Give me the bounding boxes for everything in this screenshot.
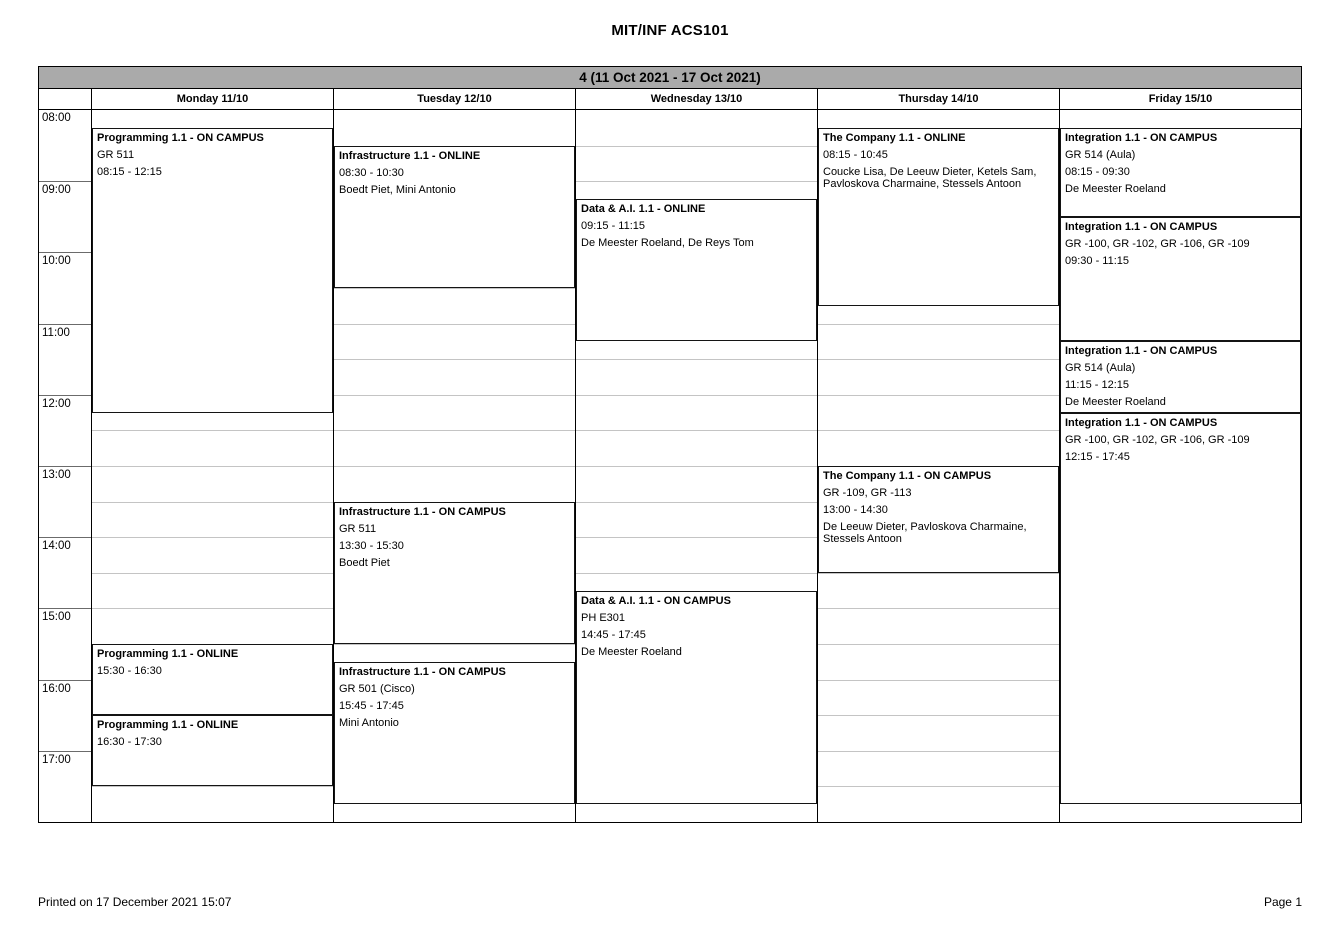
day-column-4 [818, 110, 1060, 822]
week-header: 4 (11 Oct 2021 - 17 Oct 2021) [38, 66, 1302, 89]
gridline [92, 608, 333, 609]
gridline [818, 680, 1059, 681]
event-title: Integration 1.1 - ON CAMPUS [1065, 220, 1218, 233]
time-label: 13:00 [42, 469, 71, 481]
event-time: 08:30 - 10:30 [339, 166, 404, 179]
event-staff: Boedt Piet [339, 556, 390, 569]
gridline [818, 359, 1059, 360]
event-box [818, 466, 1059, 573]
time-label: 09:00 [42, 184, 71, 197]
printed-on-text: Printed on 17 December 2021 15:07 [38, 895, 232, 909]
event-title: Data & A.I. 1.1 - ON CAMPUS [581, 594, 731, 607]
event-staff: Mini Antonio [339, 716, 399, 729]
time-column-header [39, 89, 92, 109]
event-title: Data & A.I. 1.1 - ONLINE [581, 203, 706, 215]
event-title: Integration 1.1 - ON CAMPUS [1065, 416, 1218, 429]
timetable [38, 66, 1302, 823]
event-box [334, 662, 575, 804]
gridline [576, 573, 817, 574]
event-box [92, 128, 333, 413]
event-time: 08:15 - 09:30 [1065, 165, 1130, 178]
gridline [576, 502, 817, 503]
calendar-grid [38, 110, 1302, 823]
event-time: 09:30 - 11:15 [1065, 254, 1130, 267]
time-label: 12:00 [42, 397, 71, 410]
event-title: Programming 1.1 - ONLINE [97, 719, 239, 732]
day-column-5 [1060, 110, 1301, 822]
event-title: Integration 1.1 - ON CAMPUS [1065, 131, 1218, 144]
gridline [92, 430, 333, 431]
time-row-1200 [39, 395, 91, 466]
gridline [92, 502, 333, 503]
event-time: 12:15 - 17:45 [1065, 450, 1130, 463]
day-column-2 [334, 110, 576, 822]
event-title: Infrastructure 1.1 - ON CAMPUS [339, 505, 506, 518]
event-time: 13:30 - 15:30 [339, 539, 404, 552]
gridline [818, 430, 1059, 431]
day-column-3 [576, 110, 818, 822]
time-column [39, 110, 92, 822]
event-title: Programming 1.1 - ONLINE [97, 648, 239, 660]
page-title: MIT/INF ACS101 [611, 22, 729, 39]
day-header-4: Thursday 14/10 [818, 89, 1060, 109]
gridline [334, 644, 575, 645]
day-header-3: Wednesday 13/10 [576, 89, 818, 109]
event-box [1060, 341, 1301, 412]
gridline [334, 466, 575, 467]
day-column-1 [92, 110, 334, 822]
event-box [1060, 128, 1301, 217]
event-title: The Company 1.1 - ON CAMPUS [823, 470, 992, 482]
day-header-1: Monday 11/10 [92, 89, 334, 109]
event-time: 11:15 - 12:15 [1065, 379, 1130, 392]
gridline [818, 751, 1059, 752]
time-row-1400 [39, 537, 91, 608]
time-row-1100 [39, 324, 91, 395]
event-box [818, 128, 1059, 306]
event-staff: De Meester Roeland [1065, 396, 1166, 409]
event-title: Infrastructure 1.1 - ON CAMPUS [339, 665, 506, 678]
event-box [1060, 413, 1301, 805]
event-box [576, 199, 817, 341]
event-location: GR -100, GR -102, GR -106, GR -109 [1065, 237, 1250, 250]
event-time: 16:30 - 17:30 [97, 736, 162, 749]
event-time: 08:15 - 10:45 [823, 148, 888, 161]
time-label: 16:00 [42, 682, 71, 695]
page-footer [38, 895, 1302, 909]
event-staff: Coucke Lisa, De Leeuw Dieter, Ketels Sam, Pavloskova Charmaine, Stessels Antoon [823, 165, 1037, 190]
gridline [818, 324, 1059, 325]
event-location: PH E301 [581, 611, 626, 624]
event-box [576, 591, 817, 805]
gridline [818, 786, 1059, 787]
event-time: 13:00 - 14:30 [823, 504, 888, 516]
time-label: 15:00 [42, 611, 71, 624]
event-staff: De Meester Roeland [1065, 182, 1166, 195]
time-label: 11:00 [42, 326, 70, 339]
event-title: The Company 1.1 - ONLINE [823, 131, 966, 144]
event-staff: De Meester Roeland [581, 645, 682, 658]
gridline [818, 608, 1059, 609]
time-row-1600 [39, 680, 91, 751]
gridline [576, 537, 817, 538]
event-box [334, 502, 575, 644]
event-box [92, 715, 333, 786]
event-time: 15:45 - 17:45 [339, 699, 404, 712]
event-title: Integration 1.1 - ON CAMPUS [1065, 345, 1218, 358]
event-location: GR 511 [339, 522, 377, 535]
gridline [818, 715, 1059, 716]
event-box [92, 644, 333, 715]
time-label: 10:00 [42, 255, 71, 268]
event-location: GR -109, GR -113 [823, 487, 912, 499]
time-label: 08:00 [42, 112, 71, 124]
event-time: 14:45 - 17:45 [581, 628, 646, 641]
time-row-0800 [39, 110, 91, 181]
gridline [576, 430, 817, 431]
gridline [576, 395, 817, 396]
event-time: 09:15 - 11:15 [581, 220, 646, 232]
event-location: GR 511 [97, 148, 135, 161]
gridline [92, 466, 333, 467]
time-row-1700 [39, 751, 91, 822]
gridline [92, 573, 333, 574]
day-header-5: Friday 15/10 [1148, 93, 1213, 105]
gridline [334, 395, 575, 396]
event-location: GR 514 (Aula) [1065, 362, 1136, 375]
time-row-0900 [39, 181, 91, 252]
event-staff: Boedt Piet, Mini Antonio [339, 183, 456, 196]
gridline [576, 146, 817, 147]
time-row-1000 [39, 252, 91, 323]
event-time: 15:30 - 16:30 [97, 665, 162, 677]
gridline [334, 324, 575, 325]
gridline [92, 786, 333, 787]
event-staff: De Leeuw Dieter, Pavloskova Charmaine, Stessels Antoon [823, 521, 1027, 545]
gridline [92, 537, 333, 538]
day-header-row [38, 89, 1302, 110]
page-number: Page 1 [1263, 895, 1302, 909]
event-box [334, 146, 575, 288]
event-location: GR 514 (Aula) [1065, 148, 1136, 161]
event-title: Programming 1.1 - ON CAMPUS [97, 131, 264, 144]
event-location: GR -100, GR -102, GR -106, GR -109 [1065, 433, 1250, 446]
gridline [334, 359, 575, 360]
gridline [334, 430, 575, 431]
event-location: GR 501 (Cisco) [339, 682, 415, 695]
gridline [576, 359, 817, 360]
time-row-1300 [39, 466, 91, 537]
event-staff: De Meester Roeland, De Reys Tom [581, 237, 754, 249]
time-label: 17:00 [42, 753, 71, 766]
event-box [1060, 217, 1301, 342]
time-label: 14:00 [42, 540, 71, 553]
gridline [576, 466, 817, 467]
event-title: Infrastructure 1.1 - ONLINE [339, 149, 481, 162]
time-row-1500 [39, 608, 91, 679]
gridline [334, 288, 575, 289]
gridline [818, 573, 1059, 574]
day-header-2: Tuesday 12/10 [334, 89, 576, 109]
gridline [818, 395, 1059, 396]
gridline [818, 644, 1059, 645]
gridline [576, 181, 817, 182]
event-time: 08:15 - 12:15 [97, 165, 162, 178]
